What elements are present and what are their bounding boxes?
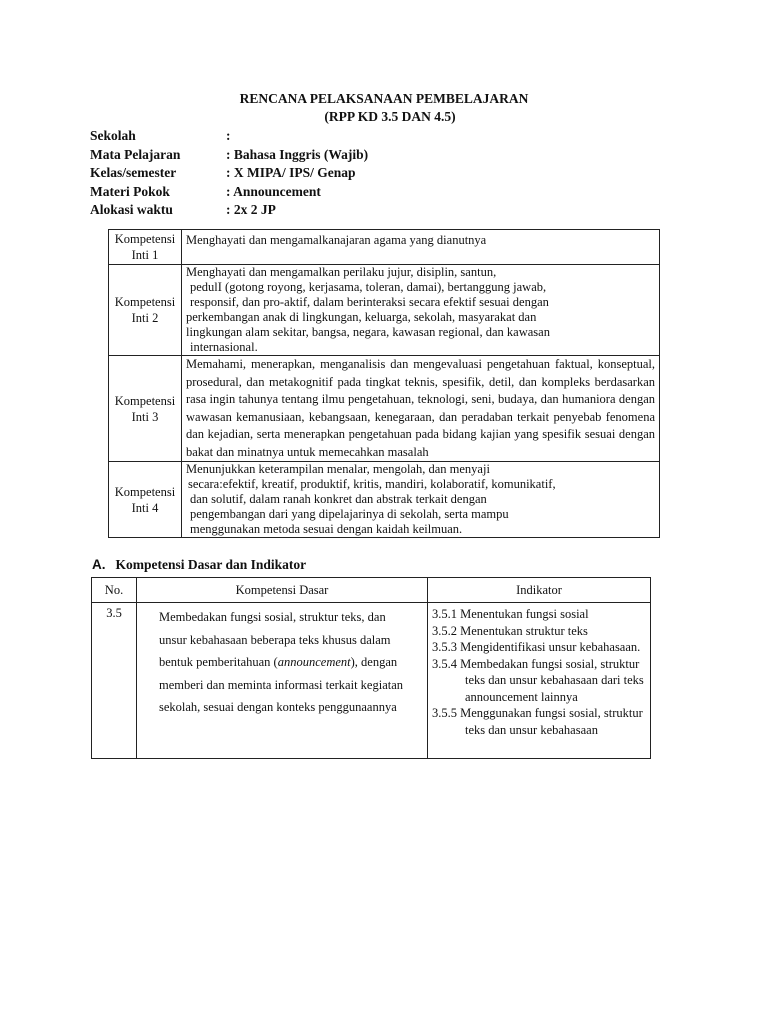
ki-description bbox=[182, 356, 660, 462]
ki-label-line: Inti 3 bbox=[131, 409, 159, 424]
meta-label: Sekolah bbox=[90, 128, 136, 143]
ki-label bbox=[109, 356, 182, 462]
kd-text-line: unsur kebahasaan beberapa teks khusus dalam bbox=[159, 632, 391, 647]
ki-text-line: Menunjukkan keterampilan menalar, mengolah, dan menyaji bbox=[186, 462, 490, 476]
ki-row-4 bbox=[109, 462, 660, 538]
document-title: RENCANA PELAKSANAAN PEMBELAJARAN bbox=[239, 91, 529, 106]
ki-label-line: Inti 1 bbox=[131, 248, 159, 262]
ki-text-line: pengembangan dari yang dipelajarinya di sekolah, serta mampu bbox=[190, 507, 509, 521]
indikator-item: 3.5.3 Mengidentifikasi unsur kebahasaan. bbox=[432, 640, 641, 654]
indikator-item-continued: teks dan unsur kebahasaan bbox=[465, 722, 598, 737]
ki-text-line: Menghayati dan mengamalkan perilaku jujur, disiplin, santun, bbox=[186, 265, 497, 279]
ki-text-line: secara:efektif, kreatif, produktif, kritis, mandiri, kolaboratif, komunikatif, bbox=[188, 477, 556, 491]
meta-value: : bbox=[226, 128, 231, 143]
kd-text-segment: bentuk pemberitahuan ( bbox=[159, 655, 278, 669]
ki-row-1 bbox=[109, 230, 660, 265]
document-subtitle: (RPP KD 3.5 DAN 4.5) bbox=[324, 109, 456, 124]
indikator-item-continued: announcement lainnya bbox=[465, 689, 578, 704]
indikator-item: 3.5.5 Menggunakan fungsi sosial, struktur bbox=[432, 706, 643, 720]
ki-text-line: dan solutif, dalam ranah konkret dan abstrak terkait dengan bbox=[190, 492, 487, 506]
kd-number: 3.5 bbox=[92, 603, 137, 759]
kd-header-indikator: Indikator bbox=[428, 578, 651, 603]
ki-label bbox=[109, 462, 182, 538]
kompetensi-dasar-table bbox=[91, 577, 651, 759]
meta-value: : Bahasa Inggris (Wajib) bbox=[226, 146, 369, 162]
meta-value: : X MIPA/ IPS/ Genap bbox=[226, 165, 356, 180]
indikator-list bbox=[428, 603, 651, 759]
ki-paragraph: Memahami, menerapkan, menganalisis dan mengevaluasi pengetahuan faktual, konseptual, prosedural, dan metakognitif pada tingkat teknis, spesifik, detil, dan kompleks berdasarkan rasa ingin tahunya tentang ilmu pengetahuan, teknologi, seni, budaya, dan humaniora dengan wawasan kemanusiaan, kebangsaan, kenegaraan, dan peradaban terkait penyebab fenomena dan kejadian, serta menerapkan pengetahuan pada bidang kajian yang spesifik sesuai dengan bakat dan minatnya untuk memecahkan masalah bbox=[186, 357, 655, 459]
ki-label-line: Inti 4 bbox=[131, 500, 159, 515]
meta-value: : Announcement bbox=[226, 183, 321, 199]
ki-label-line: Kompetensi bbox=[114, 484, 176, 499]
meta-row-sekolah bbox=[90, 127, 368, 146]
kd-row bbox=[92, 603, 651, 759]
ki-label-line: Kompetensi bbox=[114, 232, 176, 246]
ki-text-line: internasional. bbox=[190, 340, 258, 354]
kompetensi-inti-table bbox=[108, 229, 660, 538]
meta-label: Mata Pelajaran bbox=[90, 146, 181, 162]
ki-label bbox=[109, 265, 182, 356]
ki-row-2 bbox=[109, 265, 660, 356]
kd-text-line: memberi dan meminta informasi terkait kegiatan bbox=[159, 677, 404, 692]
ki-label-line: Kompetensi bbox=[114, 295, 176, 309]
kd-header-no: No. bbox=[92, 578, 137, 603]
meta-row-kelas-semester bbox=[90, 164, 368, 183]
kd-header-row bbox=[92, 578, 651, 603]
ki-text-line: menggunakan metoda sesuai dengan kaidah keilmuan. bbox=[190, 522, 463, 536]
section-heading bbox=[92, 557, 306, 573]
meta-value: : 2x 2 JP bbox=[226, 202, 276, 217]
ki-row-3 bbox=[109, 356, 660, 462]
ki-label-line: Inti 2 bbox=[131, 311, 159, 325]
kd-header-kompetensi-dasar: Kompetensi Dasar bbox=[137, 578, 428, 603]
ki-text-line: pedulI (gotong royong, kerjasama, toleran, damai), bertanggung jawab, bbox=[190, 280, 547, 294]
ki-text-line: perkembangan anak di lingkungan, keluarga, sekolah, masyarakat dan bbox=[186, 310, 537, 324]
ki-text-line: responsif, dan pro-aktif, dalam berinteraksi secara efektif sesuai dengan bbox=[190, 295, 549, 309]
meta-label: Kelas/semester bbox=[90, 165, 177, 180]
section-title: Kompetensi Dasar dan Indikator bbox=[115, 557, 307, 572]
identity-block bbox=[90, 127, 368, 220]
indikator-item: 3.5.1 Menentukan fungsi sosial bbox=[432, 607, 589, 621]
kd-text-line bbox=[159, 651, 421, 674]
meta-label: Materi Pokok bbox=[90, 183, 170, 199]
ki-description bbox=[182, 265, 660, 356]
meta-row-mata-pelajaran bbox=[90, 146, 368, 165]
kd-text-line: Membedakan fungsi sosial, struktur teks, dan bbox=[159, 610, 386, 624]
meta-row-alokasi-waktu bbox=[90, 201, 368, 220]
meta-label: Alokasi waktu bbox=[90, 202, 173, 217]
ki-text-line: Menghayati dan mengamalkanajaran agama yang dianutnya bbox=[186, 233, 487, 247]
kd-text-line: sekolah, sesuai dengan konteks penggunaannya bbox=[159, 700, 397, 714]
ki-description bbox=[182, 230, 660, 265]
ki-description bbox=[182, 462, 660, 538]
indikator-item: 3.5.2 Menentukan struktur teks bbox=[432, 623, 588, 638]
ki-label bbox=[109, 230, 182, 265]
kd-text-segment: ), dengan bbox=[350, 655, 398, 669]
kd-description bbox=[137, 603, 428, 759]
indikator-item-continued: teks dan unsur kebahasaan dari teks bbox=[465, 673, 644, 687]
indikator-item: 3.5.4 Membedakan fungsi sosial, struktur bbox=[432, 656, 640, 671]
kd-text-italic: announcement bbox=[277, 655, 351, 669]
meta-row-materi-pokok bbox=[90, 183, 368, 202]
ki-label-line: Kompetensi bbox=[114, 393, 176, 408]
ki-text-line: lingkungan alam sekitar, bangsa, negara, kawasan regional, dan kawasan bbox=[186, 325, 550, 339]
section-marker: A. bbox=[92, 557, 106, 572]
